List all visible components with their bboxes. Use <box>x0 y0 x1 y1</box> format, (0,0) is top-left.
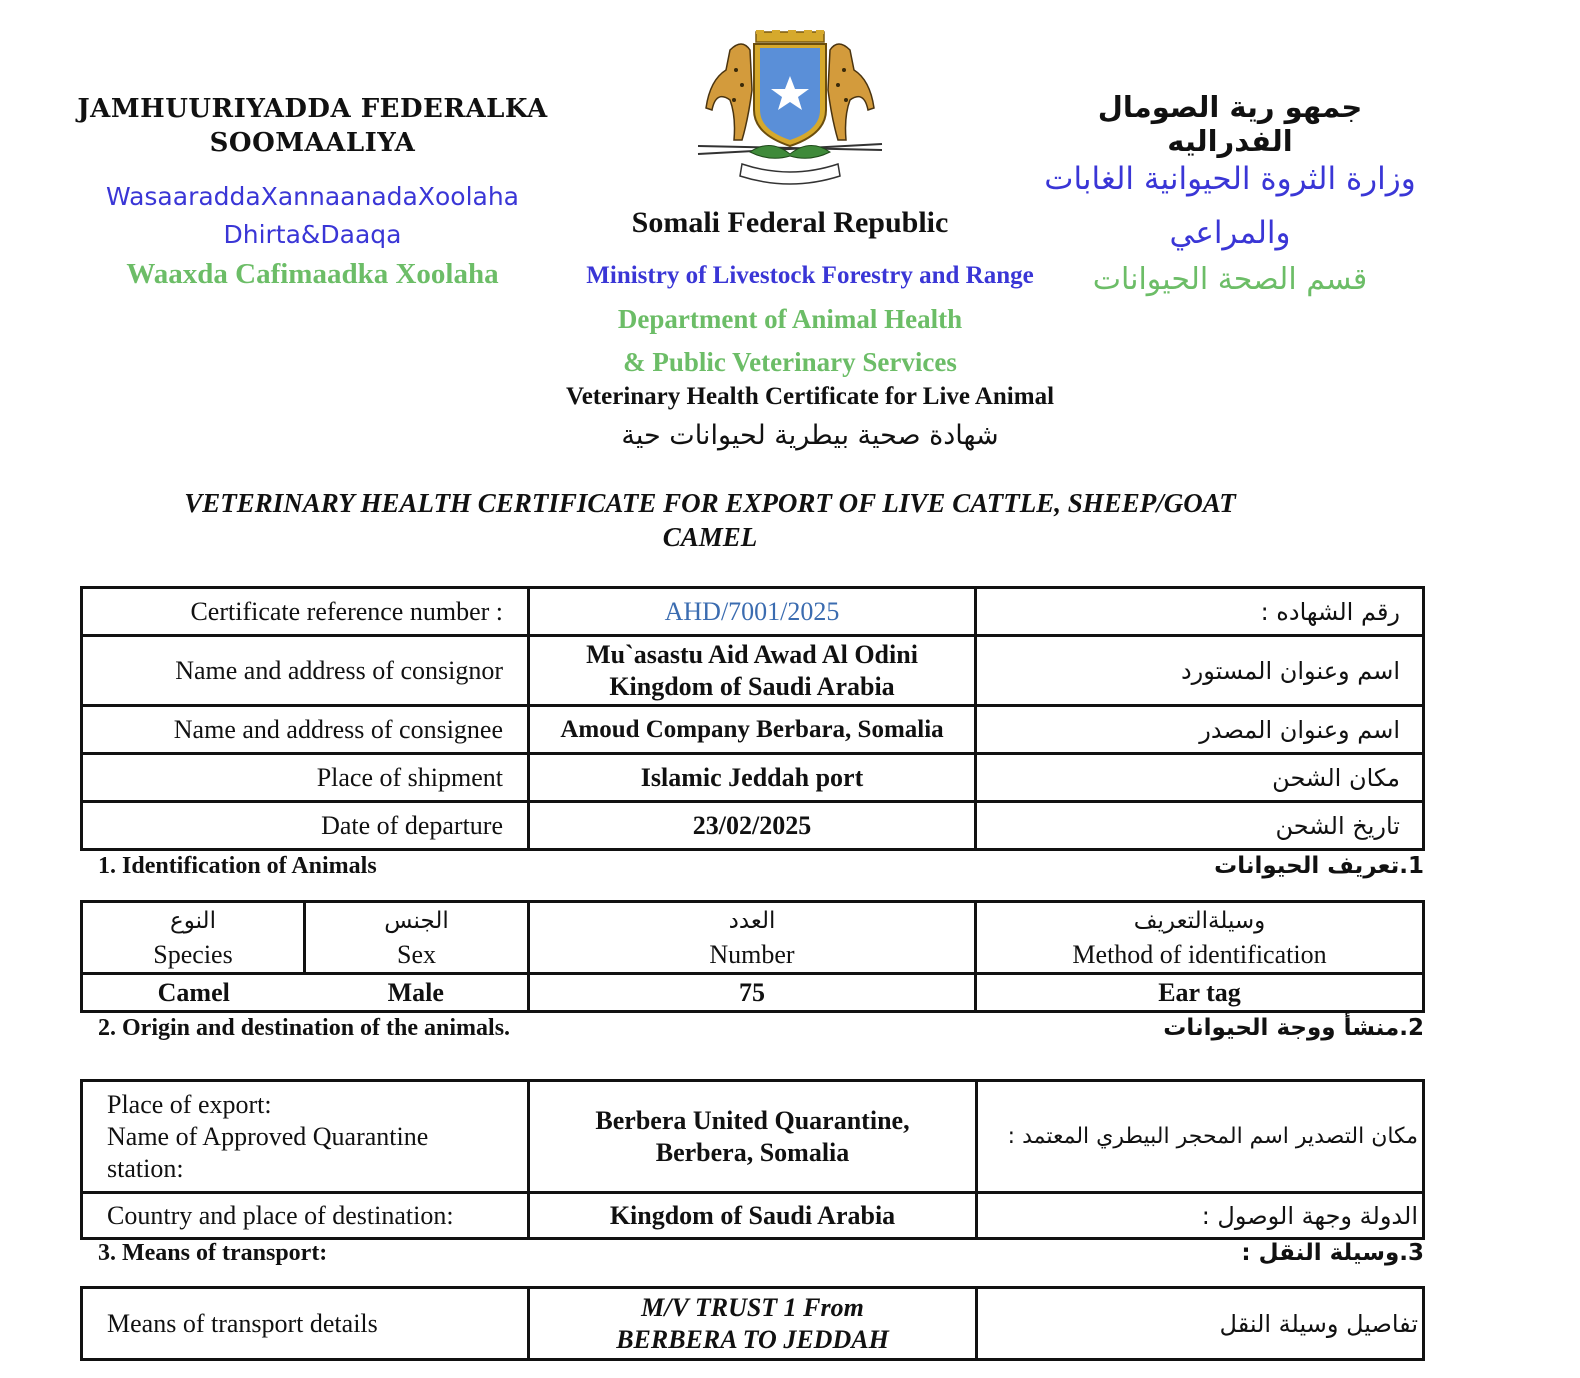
header-center-department-line1: Department of Animal Health <box>617 304 963 334</box>
shipment-place-label-ar: مكان الشحن <box>976 754 1424 802</box>
table-row <box>82 1288 1424 1360</box>
species-header-en: Species <box>153 939 233 969</box>
transport-label: Means of transport details <box>82 1288 529 1360</box>
consignor-label-ar: اسم وعنوان المستورد <box>976 636 1424 706</box>
section3-title-ar: 3.وسيلة النقل : <box>1241 1240 1424 1266</box>
table-row <box>82 1193 1424 1239</box>
species-header-ar: النوع <box>170 907 216 934</box>
certificate-number-label: Certificate reference number : <box>82 588 529 636</box>
table-row <box>82 902 1424 974</box>
departure-date-label-ar: تاريخ الشحن <box>976 802 1424 850</box>
sex-value: Male <box>305 974 529 1012</box>
export-place-label <box>82 1081 529 1193</box>
method-header-en: Method of identification <box>1072 939 1327 969</box>
number-header <box>529 902 976 974</box>
departure-date-value: 23/02/2025 <box>529 802 976 850</box>
table-row <box>82 588 1424 636</box>
header-center-department <box>540 298 1040 384</box>
header-right-ministry-line1: وزارة الثروة الحيوانية الغابات <box>1044 161 1416 197</box>
destination-value: Kingdom of Saudi Arabia <box>529 1193 977 1239</box>
export-place-label-line3: station: <box>107 1153 184 1183</box>
header-left-ministry-line2: Dhirta&Daaqa <box>223 220 402 249</box>
number-value: 75 <box>529 974 976 1012</box>
header-right-department: قسم الصحة الحيوانات <box>1092 262 1368 297</box>
header-left-ministry-line1: WasaaraddaXannaanadaXoolaha <box>105 182 520 211</box>
consignor-value-line1: Mu`asastu Aid Awad Al Odini <box>586 639 918 669</box>
header-left-republic: JAMHUURIYADDA FEDERALKA SOOMAALIYA <box>77 94 548 158</box>
export-place-label-line2: Name of Approved Quarantine <box>107 1121 429 1151</box>
destination-label-ar: الدولة وجهة الوصول : <box>977 1193 1424 1239</box>
certificate-number-value: AHD/7001/2025 <box>529 588 976 636</box>
header-center-ministry: Ministry of Livestock Forestry and Range <box>586 262 1034 289</box>
method-header-ar: وسيلةالتعريف <box>1133 907 1266 934</box>
destination-label: Country and place of destination: <box>82 1193 529 1239</box>
header-center-republic: Somali Federal Republic <box>631 206 949 239</box>
header-right-ministry <box>1030 152 1430 260</box>
info-table <box>80 586 1425 851</box>
table-row <box>82 974 1424 1012</box>
header-certificate-title-en: Veterinary Health Certificate for Live Animal <box>565 383 1055 410</box>
species-header <box>82 902 305 974</box>
section1-title: 1. Identification of Animals <box>98 853 377 879</box>
transport-label-ar: تفاصيل وسيلة النقل <box>977 1288 1424 1360</box>
section3-title: 3. Means of transport: <box>98 1240 328 1266</box>
header-left-ministry <box>60 178 565 254</box>
header-right-republic: جمهو رية الصومال الفدراليه <box>1097 90 1363 158</box>
export-place-label-ar: مكان التصدير اسم المحجر البيطري المعتمد : <box>977 1081 1424 1193</box>
number-header-en: Number <box>709 939 795 969</box>
section1-title-ar: 1.تعريف الحيوانات <box>1214 853 1424 879</box>
consignor-value <box>529 636 976 706</box>
export-place-label-line1: Place of export: <box>107 1089 272 1119</box>
consignor-label: Name and address of consignor <box>82 636 529 706</box>
transport-table <box>80 1286 1425 1361</box>
certificate-number-label-ar: رقم الشهاده : <box>976 588 1424 636</box>
export-place-value <box>529 1081 977 1193</box>
number-header-ar: العدد <box>728 907 776 934</box>
transport-value <box>529 1288 977 1360</box>
sex-header <box>305 902 529 974</box>
origin-table <box>80 1079 1425 1240</box>
export-place-value-line2: Berbera, Somalia <box>655 1137 850 1167</box>
export-place-value-line1: Berbera United Quarantine, <box>595 1105 910 1135</box>
sex-header-en: Sex <box>397 939 436 969</box>
header-left-department: Waaxda Cafimaadka Xoolaha <box>126 258 499 290</box>
section2-title-ar: 2.منشأ ووجة الحيوانات <box>1163 1015 1424 1041</box>
table-row <box>82 1081 1424 1193</box>
table-row <box>82 636 1424 706</box>
header-center-department-line2: & Public Veterinary Services <box>623 347 957 377</box>
consignor-value-line2: Kingdom of Saudi Arabia <box>609 671 895 701</box>
shipment-place-label: Place of shipment <box>82 754 529 802</box>
departure-date-label: Date of departure <box>82 802 529 850</box>
table-row <box>82 754 1424 802</box>
consignee-label-ar: اسم وعنوان المصدر <box>976 706 1424 754</box>
header-right-ministry-line2: والمراعي <box>1169 215 1291 251</box>
animals-table <box>80 900 1425 1013</box>
sex-header-ar: الجنس <box>384 907 449 934</box>
consignee-value: Amoud Company Berbara, Somalia <box>529 706 976 754</box>
method-header <box>976 902 1424 974</box>
header-certificate-title-ar: شهادة صحية بيطرية لحيوانات حية <box>621 420 999 451</box>
main-title-line1: VETERINARY HEALTH CERTIFICATE FOR EXPORT OF LIVE CATTLE, SHEEP/GOAT <box>184 488 1236 518</box>
section2-title: 2. Origin and destination of the animals. <box>98 1015 511 1041</box>
table-row <box>82 706 1424 754</box>
transport-value-line2: BERBERA TO JEDDAH <box>616 1324 889 1354</box>
consignee-label: Name and address of consignee <box>82 706 529 754</box>
main-title-line2: CAMEL <box>662 522 758 552</box>
species-value: Camel <box>82 974 305 1012</box>
transport-value-line1: M/V TRUST 1 From <box>641 1292 864 1322</box>
main-title <box>120 486 1300 554</box>
method-value: Ear tag <box>976 974 1424 1012</box>
somalia-coat-of-arms-icon <box>690 30 890 190</box>
shipment-place-value: Islamic Jeddah port <box>529 754 976 802</box>
table-row <box>82 802 1424 850</box>
